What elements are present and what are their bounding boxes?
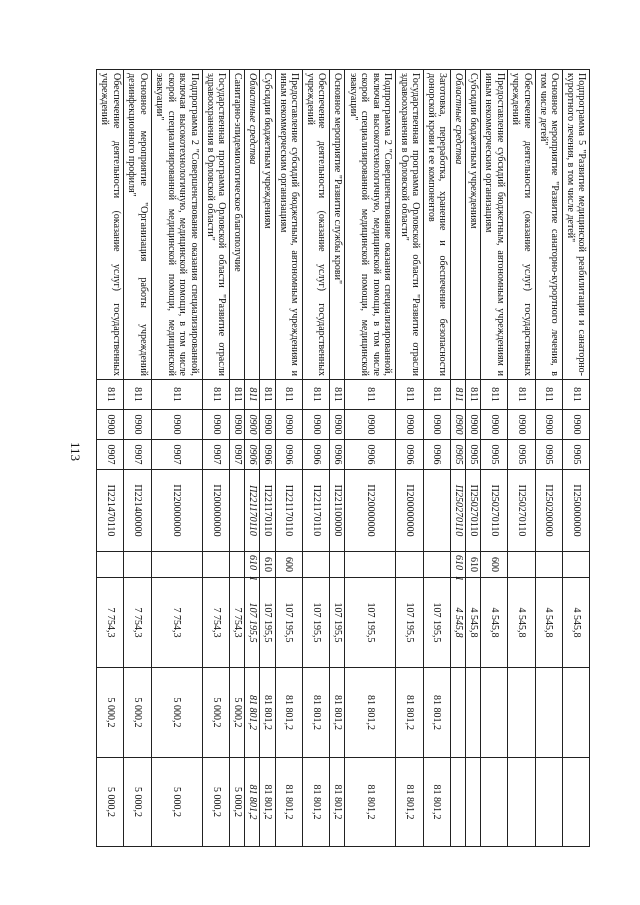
amount-year3-cell: 5 000,2 — [202, 758, 229, 847]
target-article-cell: П220000000 — [151, 470, 202, 552]
section-code-cell: 0900 — [481, 410, 508, 440]
amount-year3-cell: 5 000,2 — [97, 758, 124, 847]
grbs-code-cell: 811 — [124, 380, 151, 410]
amount-year2-cell: 81 801,2 — [345, 668, 396, 758]
table-row — [151, 70, 202, 847]
amount-year3-cell: 5 000,2 — [230, 758, 245, 847]
target-article-cell: П250200000 — [535, 470, 562, 552]
amount-year3-cell: 81 801,2 — [423, 758, 450, 847]
section-code-cell: 0900 — [423, 410, 450, 440]
table-row — [508, 70, 535, 847]
expense-type-cell: 610 — [466, 552, 481, 578]
amount-year1-cell: 107 195,5 — [345, 578, 396, 668]
grbs-code-cell: 811 — [151, 380, 202, 410]
amount-year1-cell: 7 754,3 — [97, 578, 124, 668]
section-code-cell: 0900 — [151, 410, 202, 440]
subsection-code-cell: 0905 — [466, 440, 481, 470]
amount-year2-cell: 81 801,2 — [245, 668, 260, 758]
subsection-code-cell: 0905 — [481, 440, 508, 470]
grbs-code-cell: 811 — [230, 380, 245, 410]
item-name-cell: Обеспечение деятельности (оказание услуг) государственных учреждений — [302, 70, 329, 380]
grbs-code-cell: 811 — [329, 380, 344, 410]
amount-year1-cell: 7 754,3 — [230, 578, 245, 668]
amount-year2-cell: 81 801,2 — [396, 668, 423, 758]
target-article-cell: П221170110 — [302, 470, 329, 552]
amount-year1-cell: 107 195,5 — [396, 578, 423, 668]
target-article-cell: П250000000 — [562, 470, 589, 552]
amount-year2-cell — [535, 668, 562, 758]
section-code-cell: 0900 — [562, 410, 589, 440]
amount-year3-cell — [535, 758, 562, 847]
table-row — [230, 70, 245, 847]
item-name-cell: Заготовка, переработка, хранение и обеспечение безопасности донорской крови и ее компонентов — [423, 70, 450, 380]
grbs-code-cell: 811 — [423, 380, 450, 410]
expense-type-cell — [97, 552, 124, 578]
subsection-code-cell: 0906 — [260, 440, 275, 470]
amount-year1-cell: 4 545,8 — [481, 578, 508, 668]
subsection-code-cell: 0907 — [97, 440, 124, 470]
expense-type-cell — [230, 552, 245, 578]
grbs-code-cell: 811 — [245, 380, 260, 410]
funding-source-code: 1 — [452, 576, 464, 581]
section-code-cell: 0900 — [275, 410, 302, 440]
amount-year1-cell: 4 545,8 — [466, 578, 481, 668]
item-name-cell: Основное мероприятие "Развитие службы крови" — [329, 70, 344, 380]
section-code-cell: 0900 — [245, 410, 260, 440]
amount-year1-cell: 7 754,3 — [151, 578, 202, 668]
amount-year2-cell — [562, 668, 589, 758]
amount-year3-cell: 81 801,2 — [396, 758, 423, 847]
grbs-code-cell: 811 — [508, 380, 535, 410]
amount-year1-cell: 4 545,8 — [508, 578, 535, 668]
section-code-cell: 0900 — [202, 410, 229, 440]
subsection-code-cell: 0905 — [562, 440, 589, 470]
target-article-cell: П221170110 — [275, 470, 302, 552]
table-row — [481, 70, 508, 847]
funding-source-code: 1 — [247, 576, 259, 581]
item-name-cell: Субсидии бюджетным учреждениям — [260, 70, 275, 380]
table-row — [275, 70, 302, 847]
amount-year2-cell — [466, 668, 481, 758]
table-row — [245, 70, 260, 847]
item-name-cell: Основное мероприятие "Организация работы учреждений дезинфекционного профиля" — [124, 70, 151, 380]
table-row — [329, 70, 344, 847]
subsection-code-cell: 0905 — [450, 440, 465, 470]
section-code-cell: 0900 — [329, 410, 344, 440]
amount-year3-cell: 81 801,2 — [329, 758, 344, 847]
subsection-code-cell: 0906 — [396, 440, 423, 470]
grbs-code-cell: 811 — [202, 380, 229, 410]
expense-type-cell — [124, 552, 151, 578]
table-row — [202, 70, 229, 847]
expense-type-cell — [396, 552, 423, 578]
grbs-code-cell: 811 — [481, 380, 508, 410]
amount-year2-cell — [450, 668, 465, 758]
amount-year3-cell — [466, 758, 481, 847]
expense-type-cell — [202, 552, 229, 578]
expense-type-value: 610 — [247, 555, 259, 570]
grbs-code-cell: 811 — [97, 380, 124, 410]
budget-table — [96, 69, 590, 847]
target-article-cell: П220000000 — [345, 470, 396, 552]
table-row — [302, 70, 329, 847]
amount-year1-cell: 107 195,5 — [329, 578, 344, 668]
item-name-cell: Санитарно-эпидемиологическое благополучие — [230, 70, 245, 380]
table-row — [345, 70, 396, 847]
target-article-cell: П221400000 — [124, 470, 151, 552]
target-article-cell: П250270110 — [466, 470, 481, 552]
subsection-code-cell: 0907 — [124, 440, 151, 470]
amount-year3-cell: 81 801,2 — [302, 758, 329, 847]
item-name-cell: Субсидии бюджетным учреждениям — [466, 70, 481, 380]
target-article-cell: П221170110 — [245, 470, 260, 552]
grbs-code-cell: 811 — [345, 380, 396, 410]
grbs-code-cell: 811 — [562, 380, 589, 410]
subsection-code-cell: 0906 — [329, 440, 344, 470]
section-code-cell: 0900 — [345, 410, 396, 440]
amount-year1-cell: 107 195,5 — [423, 578, 450, 668]
expense-type-value: 610 — [452, 555, 464, 570]
section-code-cell: 0900 — [97, 410, 124, 440]
target-article-cell: П221170110 — [260, 470, 275, 552]
target-article-cell: П221470110 — [97, 470, 124, 552]
expense-type-cell — [345, 552, 396, 578]
amount-year1-cell: 4 545,8 — [535, 578, 562, 668]
item-name-cell: Государственная программа Орловской области "Развитие отрасли здравоохранения в Орловской области" — [396, 70, 423, 380]
table-row — [260, 70, 275, 847]
expense-type-cell: 600 — [481, 552, 508, 578]
table-row — [396, 70, 423, 847]
expense-type-cell: 600 — [275, 552, 302, 578]
subsection-code-cell: 0907 — [151, 440, 202, 470]
amount-year2-cell: 5 000,2 — [97, 668, 124, 758]
amount-year2-cell: 5 000,2 — [202, 668, 229, 758]
grbs-code-cell: 811 — [302, 380, 329, 410]
expense-type-cell: 610 — [260, 552, 275, 578]
item-name-cell: Основное мероприятие "Развитие санаторно-курортного лечения, в том числе детей" — [535, 70, 562, 380]
target-article-cell: П221100000 — [329, 470, 344, 552]
amount-year1-cell: 107 195,5 — [245, 578, 260, 668]
table-row — [124, 70, 151, 847]
amount-year2-cell: 81 801,2 — [302, 668, 329, 758]
subsection-code-cell: 0906 — [423, 440, 450, 470]
section-code-cell: 0900 — [396, 410, 423, 440]
grbs-code-cell: 811 — [260, 380, 275, 410]
expense-type-cell — [302, 552, 329, 578]
expense-type-cell — [450, 552, 465, 581]
section-code-cell: 0900 — [508, 410, 535, 440]
expense-type-cell — [508, 552, 535, 578]
target-article-cell — [423, 470, 450, 552]
amount-year2-cell — [481, 668, 508, 758]
amount-year3-cell: 5 000,2 — [124, 758, 151, 847]
expense-type-cell — [245, 552, 260, 581]
section-code-cell: 0900 — [302, 410, 329, 440]
section-code-cell: 0900 — [535, 410, 562, 440]
expense-type-cell — [151, 552, 202, 578]
amount-year2-cell: 81 801,2 — [329, 668, 344, 758]
amount-year3-cell — [562, 758, 589, 847]
grbs-code-cell: 811 — [466, 380, 481, 410]
table-row — [535, 70, 562, 847]
table-row — [466, 70, 481, 847]
amount-year1-cell: 7 754,3 — [202, 578, 229, 668]
amount-year1-cell: 4 545,8 — [562, 578, 589, 668]
subsection-code-cell: 0907 — [202, 440, 229, 470]
expense-type-cell — [423, 552, 450, 578]
subsection-code-cell: 0905 — [535, 440, 562, 470]
section-code-cell: 0900 — [124, 410, 151, 440]
amount-year2-cell: 81 801,2 — [260, 668, 275, 758]
item-name-cell: Подпрограмма 5 "Развитие медицинской реабилитации и санаторно-курортного лечения, в том числе детей" — [562, 70, 589, 380]
amount-year3-cell — [481, 758, 508, 847]
subsection-code-cell: 0906 — [245, 440, 260, 470]
amount-year1-cell: 107 195,5 — [260, 578, 275, 668]
section-code-cell: 0900 — [230, 410, 245, 440]
table-row — [562, 70, 589, 847]
subsection-code-cell: 0906 — [275, 440, 302, 470]
page-number: 113 — [68, 442, 83, 462]
amount-year3-cell: 81 801,2 — [345, 758, 396, 847]
amount-year2-cell: 81 801,2 — [423, 668, 450, 758]
grbs-code-cell: 811 — [535, 380, 562, 410]
amount-year1-cell: 4 545,8 — [450, 578, 465, 668]
subsection-code-cell: 0905 — [508, 440, 535, 470]
amount-year3-cell: 81 801,2 — [275, 758, 302, 847]
section-code-cell: 0900 — [466, 410, 481, 440]
amount-year2-cell — [508, 668, 535, 758]
item-name-cell: Предоставление субсидий бюджетным, автономным учреждениям и иным некоммерческим организациям — [481, 70, 508, 380]
item-name-cell: Областные средства — [245, 70, 260, 380]
amount-year3-cell: 5 000,2 — [151, 758, 202, 847]
item-name-cell: Государственная программа Орловской области "Развитие отрасли здравоохранения в Орловской области" — [202, 70, 229, 380]
grbs-code-cell: 811 — [396, 380, 423, 410]
amount-year3-cell: 81 801,2 — [245, 758, 260, 847]
item-name-cell: Областные средства — [450, 70, 465, 380]
item-name-cell: Обеспечение деятельности (оказание услуг) государственных учреждений — [97, 70, 124, 380]
target-article-cell: П200000000 — [396, 470, 423, 552]
amount-year1-cell: 107 195,5 — [302, 578, 329, 668]
amount-year1-cell: 7 754,3 — [124, 578, 151, 668]
target-article-cell: П250270110 — [450, 470, 465, 552]
target-article-cell — [230, 470, 245, 552]
target-article-cell: П250270110 — [481, 470, 508, 552]
amount-year3-cell — [450, 758, 465, 847]
section-code-cell: 0900 — [260, 410, 275, 440]
subsection-code-cell: 0906 — [302, 440, 329, 470]
target-article-cell: П200000000 — [202, 470, 229, 552]
section-code-cell: 0900 — [450, 410, 465, 440]
amount-year2-cell: 5 000,2 — [230, 668, 245, 758]
subsection-code-cell: 0907 — [230, 440, 245, 470]
amount-year3-cell — [508, 758, 535, 847]
table-row — [450, 70, 465, 847]
subsection-code-cell: 0906 — [345, 440, 396, 470]
amount-year2-cell: 5 000,2 — [151, 668, 202, 758]
amount-year2-cell: 5 000,2 — [124, 668, 151, 758]
table-row — [423, 70, 450, 847]
item-name-cell: Обеспечение деятельности (оказание услуг) государственных учреждений — [508, 70, 535, 380]
grbs-code-cell: 811 — [275, 380, 302, 410]
budget-table-body — [97, 70, 590, 847]
amount-year1-cell: 107 195,5 — [275, 578, 302, 668]
expense-type-cell — [329, 552, 344, 578]
amount-year2-cell: 81 801,2 — [275, 668, 302, 758]
expense-type-cell — [535, 552, 562, 578]
expense-type-cell — [562, 552, 589, 578]
item-name-cell: Предоставление субсидий бюджетным, автономным учреждениям и иным некоммерческим организациям — [275, 70, 302, 380]
target-article-cell: П250270110 — [508, 470, 535, 552]
item-name-cell: Подпрограмма 2 "Совершенствование оказания специализированной, включая высокотехнологичную, медицинской помощи, в том числе скорой специализированной медицинской помощи, медицинской эвакуации" — [151, 70, 202, 380]
item-name-cell: Подпрограмма 2 "Совершенствование оказания специализированной, включая высокотехнологичную, медицинской помощи, в том числе скорой специализированной медицинской помощи, медицинской эвакуации" — [345, 70, 396, 380]
amount-year3-cell: 81 801,2 — [260, 758, 275, 847]
grbs-code-cell: 811 — [450, 380, 465, 410]
table-row — [97, 70, 124, 847]
